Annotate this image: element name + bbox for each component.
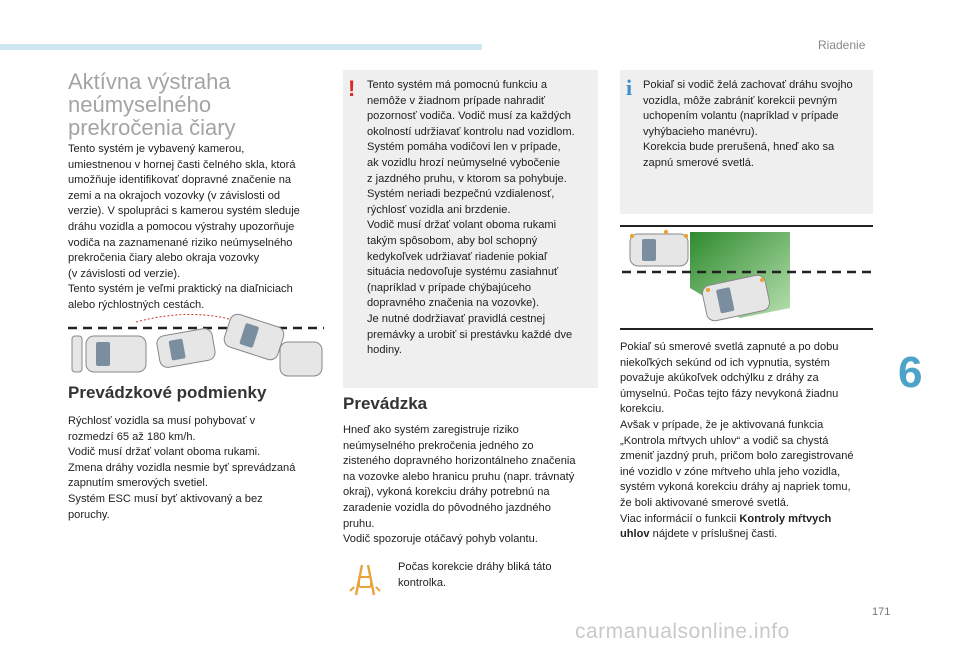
blind-spot-diagram <box>620 228 874 326</box>
operation-text: Hneď ako systém zaregistruje riziko neúmyselného prekročenia jedného zo zisteného dopravného horizontálneho značenia na vozovke alebo hranicu pruhu (napr. trávnatý okraj), vykoná korekciu dráhy potrebnú na zaradenie vozidla do pôvodného jazdného pruhu. Vodič spozoruje otáčavý pohyb volantu. <box>343 424 576 546</box>
info-icon: i <box>626 75 633 100</box>
operation-heading: Prevádzka <box>343 394 428 413</box>
watermark: carmanualsonline.info <box>575 620 790 643</box>
conditions-heading: Prevádzkové podmienky <box>68 383 267 402</box>
diagram-top-rule <box>620 225 873 227</box>
diagram-bottom-rule <box>620 328 873 330</box>
page-number: 171 <box>872 606 891 618</box>
section-title: Riadenie <box>818 38 866 52</box>
blind-spot-link[interactable]: Kontroly mŕtvych uhlov <box>620 512 832 541</box>
turn-signal-end: nájdete v príslušnej časti. <box>649 528 778 541</box>
lamp-text: Počas korekcie dráhy bliká táto kontrolka. <box>398 561 552 589</box>
turn-signal-text <box>620 340 878 543</box>
lane-assist-lamp-icon <box>346 561 384 597</box>
page-title: Aktívna výstraha neúmyselného prekročenia čiary <box>68 69 236 140</box>
chapter-number: 6 <box>898 348 923 397</box>
intro-text: Tento systém je vybavený kamerou, umiestnenou v hornej časti čelného skla, ktorá umožňuje identifikovať dopravné značenie na zemi a na okrajoch vozovky (v závislosti od verzie). V spolupráci s kamerou systém sleduje dráhu vozidla a pomocou výstrahy upozorňuje vodiča na zaznamenané riziko neúmyselného prekročenia čiary alebo okraja vozovky (v závislosti od verzie). Tento systém je veľmi praktický na diaľniciach alebo rýchlostných cestách. <box>68 143 300 311</box>
warning-text: Tento systém má pomocnú funkciu a nemôže v žiadnom prípade nahradiť pozornosť vodiča. Vodič musí za každých okolností udržiavať kontrolu nad vozidlom. Systém pomáha vodičovi len v prípade, ak vozidlu hrozí neúmyselné vybočenie z jazdného pruhu, v ktorom sa pohybuje. Systém neriadi bezpečnú vzdialenosť, rýchlosť vozidla ani brzdenie. Vodič musí držať volant oboma rukami takým spôsobom, aby bol schopný kedykoľvek udržiavať riadenie pokiaľ situácia nedovoľuje systému zasiahnuť (napríklad v prípade chýbajúceho dopravného značenia na vozovke). Je nutné dodržiavať pravidlá cestnej premávky a urobiť si prestávku každé dve hodiny. <box>367 79 575 357</box>
conditions-text: Rýchlosť vozidla sa musí pohybovať v rozmedzí 65 až 180 km/h. Vodič musí držať volant oboma rukami. Zmena dráhy vozidla nesmie byť sprevádzaná zapnutím smerových svetiel. Systém ESC musí byť aktivovaný a bez poruchy. <box>68 415 296 521</box>
warning-icon: ! <box>348 76 356 101</box>
lane-drift-diagram <box>66 306 328 378</box>
header-bar <box>0 44 482 50</box>
info-text: Pokiaľ si vodič želá zachovať dráhu svojho vozidla, môže zabrániť korekcii pevným uchopením volantu (napríklad v prípade vyhýbacieho manévru). Korekcia bude prerušená, hneď ako sa zapnú smerové svetlá. <box>643 79 853 169</box>
turn-signal-main: Pokiaľ sú smerové svetlá zapnuté a po dobu niekoľkých sekúnd od ich vypnutia, systém považuje akúkoľvek odchýlku z dráhy za úmyselnú. Počas tejto fázy nevykoná žiadnu korekciu. Avšak v prípade, že je aktivovaná funkcia „Kontrola mŕtvych uhlov“ a vodič sa chystá zmeniť jazdný pruh, pričom bolo zaregistrované iné vozidlo v zóne mŕtveho uhla jeho vozidla, systém vykoná korekciu dráhy aj napriek tomu, že boli aktivované smerové svetlá. Viac informácií o funkcii <box>620 341 854 525</box>
